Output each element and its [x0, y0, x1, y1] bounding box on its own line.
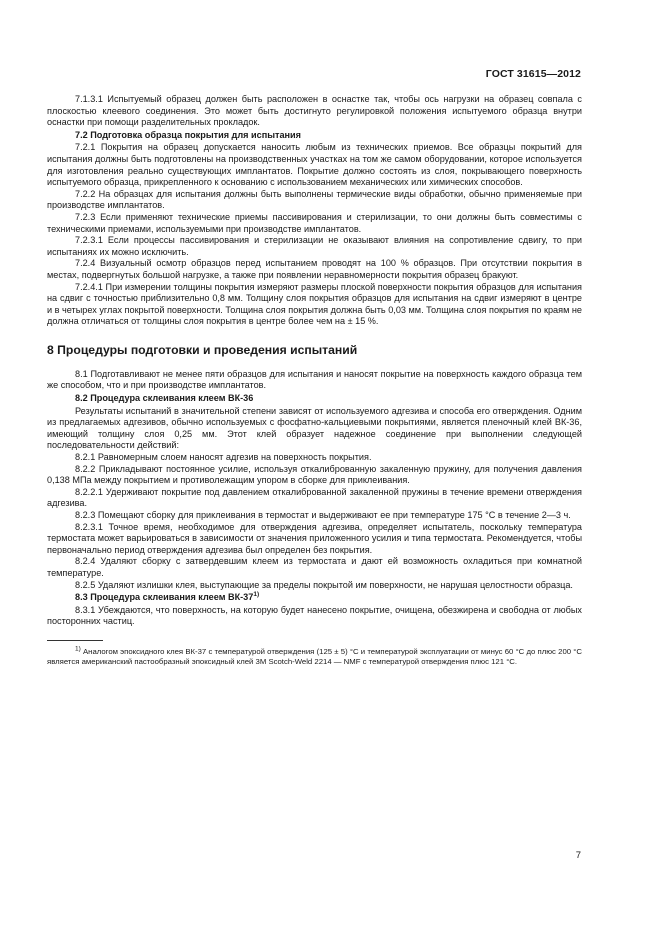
footnote-separator	[47, 640, 103, 641]
paragraph: 8.2.2.1 Удерживают покрытие под давлением откалиброванной закаленной пружины в течение времени отверждения адгезива.	[47, 486, 582, 509]
paragraph: 7.2.4 Визуальный осмотр образцов перед испытанием проводят на 100 % образцов. При отсутствии покрытия в местах, подвергнутых большой нагрузке, а также при появлении неравномерности покрытия образец бракуют.	[47, 258, 582, 280]
subsection-heading	[47, 592, 582, 604]
standard-code-header: ГОСТ 31615—2012	[485, 68, 581, 80]
paragraph: 7.2.1 Покрытия на образец допускается наносить любым из технических приемов. Все образцы покрытий для испытания должны быть подготовлены на производственных участках на том же самом оборудовании, которое используется для изготовления реально существующих имплантатов. Покрытие должно состоять из слоя, покрывающего поверхность испытуемого образца, прикрепленного к основанию с использованием механических или химических способов.	[47, 142, 582, 188]
paragraph: 8.3.1 Убеждаются, что поверхность, на которую будет нанесено покрытие, очищена, обезжирена и свободна от любых посторонних частиц.	[47, 604, 582, 627]
paragraph: 8.2.3.1 Точное время, необходимое для отверждения адгезива, определяет испытатель, поскольку температура термостата может варьироваться в зависимости от значения приложенного усилия и типа термостата. Рекомендуется, чтобы первоначально период отверждения адгезива был определен без покрытия.	[47, 521, 582, 555]
subsection-heading-text: 8.3 Процедура склеивания клеем ВК-37	[75, 592, 254, 603]
paragraph: 8.2.1 Равномерным слоем наносят адгезив на поверхность покрытия.	[75, 452, 372, 463]
paragraph: 8.1 Подготавливают не менее пяти образцов для испытания и наносят покрытие на поверхность каждого образца тем же способом, что и при производстве имплантатов.	[47, 368, 582, 391]
page-number: 7	[575, 850, 581, 861]
paragraph: 7.1.3.1 Испытуемый образец должен быть расположен в оснастке так, чтобы ось нагрузки на образец совпала с плоскостью клеевого соединения. Это может быть достигнуто регулировкой положения испытуемого образца внутри оснастки при помощи разделительных прокладок.	[47, 94, 582, 128]
text-blocks	[47, 94, 582, 628]
footnote-reference: 1)	[253, 591, 260, 599]
paragraph: Результаты испытаний в значительной степени зависят от используемого адгезива и способа его отверждения. Одним из предлагаемых адгезивов, обычно используемых с фосфатно-кальциевыми покрытиями, является пленочный клей ВК-36, имеющий толщину слоя 0,25 мм. Этот клей образует надежное соединение при выполнении следующей последовательности действий:	[47, 405, 582, 451]
paragraph: 8.2.3 Помещают сборку для приклеивания в термостат и выдерживают ее при температуре 175 °С в течение 2—3 ч.	[75, 510, 571, 520]
paragraph: 8.2.4 Удаляют сборку с затвердевшим клеем из термостата и дают ей возможность охладиться при комнатной температуре.	[47, 556, 582, 578]
paragraph: 7.2.3 Если применяют технические приемы пассивирования и стерилизации, то они должны быть совместимы с техническими приемами, используемыми при производстве имплантатов.	[47, 211, 582, 234]
paragraph: 8.2.5 Удаляют излишки клея, выступающие за пределы покрытой им поверхности, не нарушая целостности образца.	[75, 579, 573, 590]
footnote	[47, 647, 582, 668]
paragraph: 7.2.4.1 При измерении толщины покрытия измеряют размеры плоской поверхности покрытия образцов для испытания на сдвиг с точностью приблизительно 0,8 мм. Толщину слоя покрытия образцов для испытания на сдвиг измеряют в центре и в четырех углах покрытой поверхности. Толщина слоя покрытия должна быть 0,03 мм. Толщина слоя покрытия по краям не должна отличаться от толщины слоя покрытия в центре более чем на ± 15 %.	[47, 281, 582, 327]
paragraph: 8.2.2 Прикладывают постоянное усилие, используя откалиброванную закаленную пружину, для получения давления 0,138 МПа между покрытием и противолежащим упором в сборке для приклеивания.	[47, 463, 582, 486]
section-heading: 8 Процедуры подготовки и проведения испытаний	[47, 342, 358, 357]
paragraph: 7.2.3.1 Если процессы пассивирования и стерилизации не оказывают влияния на сопротивление сдвигу, то при испытаниях их можно исключить.	[47, 235, 582, 257]
paragraph: 7.2.2 На образцах для испытания должны быть выполнены термические виды обработки, обычно применяемые при производстве имплантатов.	[47, 188, 582, 211]
subsection-heading: 7.2 Подготовка образца покрытия для испытания	[75, 129, 301, 140]
footnote-mark: 1)	[75, 645, 81, 653]
footnote-text: Аналогом эпоксидного клея ВК-37 с температурой отверждения (125 ± 5) °С и температурой эксплуатации от минус 60 °С до плюс 200 °С является американский пастообразный эпоксидный клей 3М Scotch-Weld 2214 — NMF с температурой отверждения плюс 121 °С.	[47, 646, 582, 667]
subsection-heading: 8.2 Процедура склеивания клеем ВК-36	[75, 393, 254, 404]
document-body	[47, 94, 582, 668]
